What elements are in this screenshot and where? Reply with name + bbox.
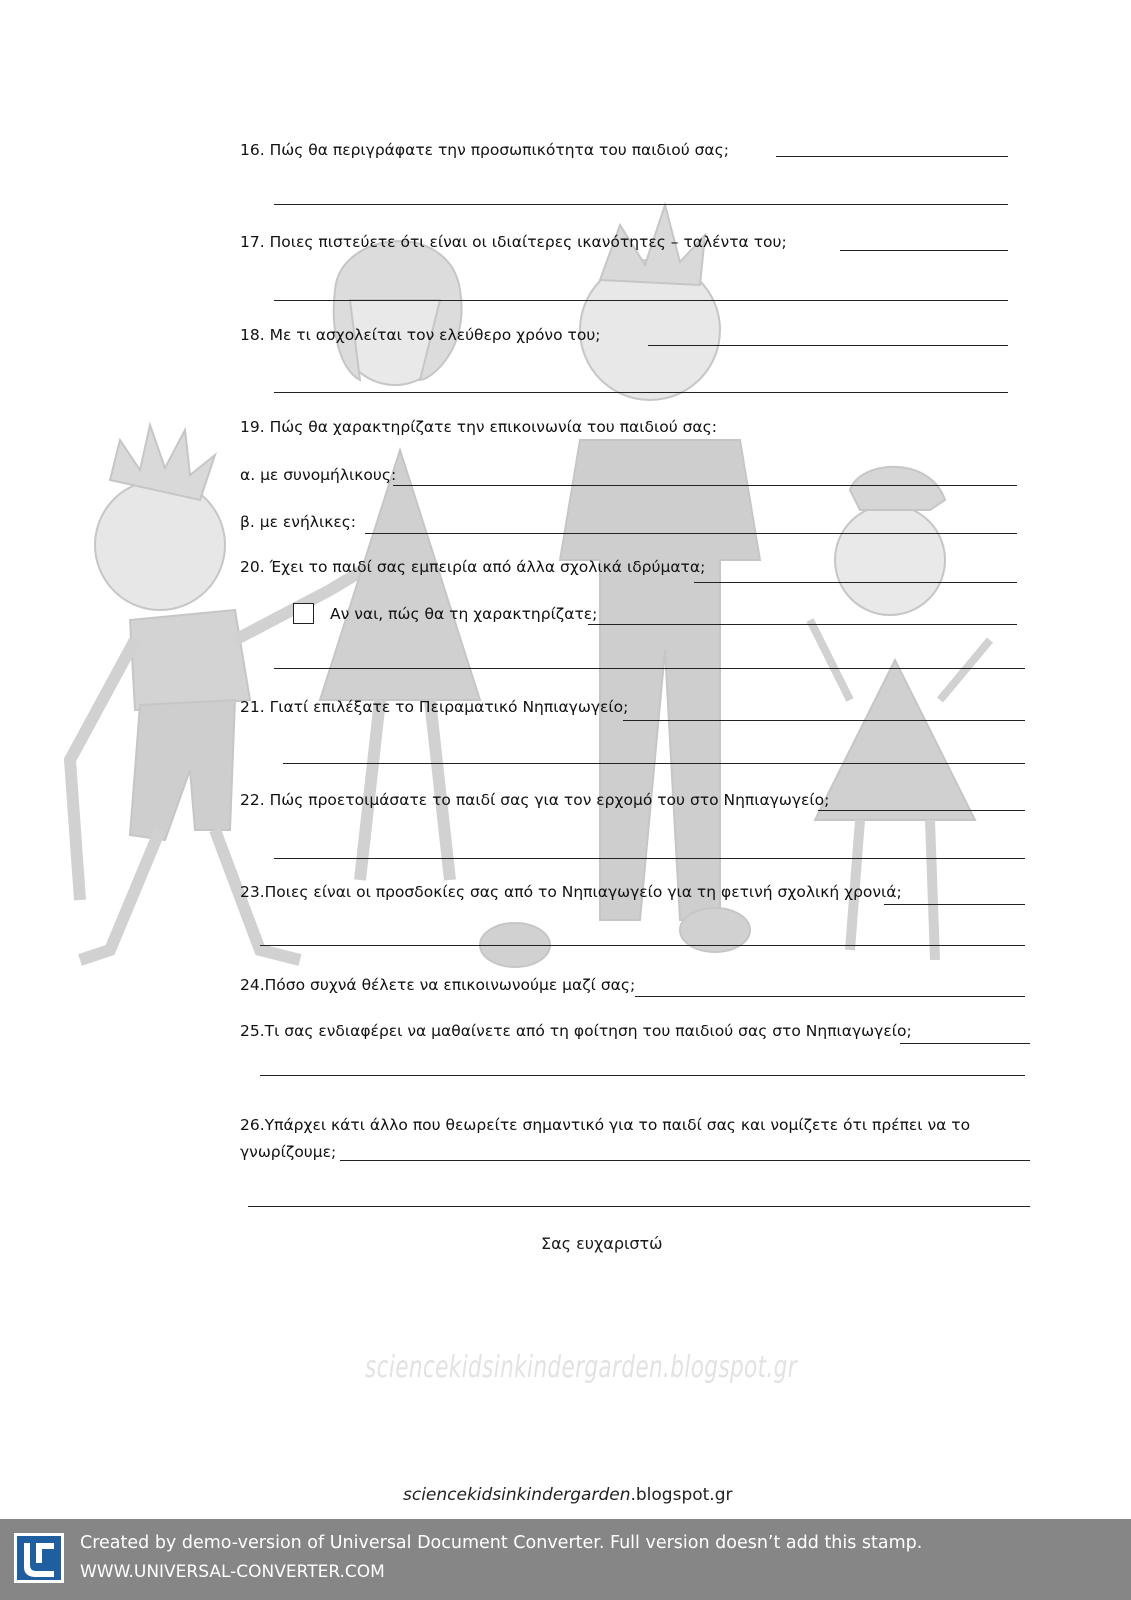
answer-line-21b[interactable] <box>283 763 1025 764</box>
question-19a: α. με συνομήλικους: <box>240 466 397 484</box>
answer-line-18b[interactable] <box>274 392 1008 393</box>
answer-line-25a[interactable] <box>900 1043 1030 1044</box>
question-20-sub: Αν ναι, πώς θα τη χαρακτηρίζατε; <box>330 605 598 623</box>
blog-watermark: sciencekidsinkindergarden.blogspot.gr <box>365 1350 797 1385</box>
answer-line-18a[interactable] <box>648 345 1008 346</box>
stamp-website-link[interactable]: WWW.UNIVERSAL-CONVERTER.COM <box>80 1562 385 1582</box>
answer-line-22a[interactable] <box>818 810 1025 811</box>
answer-line-17a[interactable] <box>840 250 1008 251</box>
question-26-cont: γνωρίζουμε; <box>240 1143 337 1161</box>
question-17: 17. Ποιες πιστεύετε ότι είναι οι ιδιαίτερες ικανότητες – ταλέντα του; <box>240 233 787 251</box>
universal-converter-logo-icon <box>14 1533 64 1583</box>
question-25: 25.Τι σας ενδιαφέρει να μαθαίνετε από τη φοίτηση του παιδιού σας στο Νηπιαγωγείο; <box>240 1022 912 1040</box>
question-22: 22. Πώς προετοιμάσατε το παιδί σας για τον ερχομό του στο Νηπιαγωγείο; <box>240 791 830 809</box>
answer-line-22b[interactable] <box>274 858 1025 859</box>
footer-blog-domain: .blogspot.gr <box>630 1485 733 1505</box>
answer-line-26a[interactable] <box>340 1160 1030 1161</box>
question-24: 24.Πόσο συχνά θέλετε να επικοινωνούμε μαζί σας; <box>240 976 636 994</box>
answer-line-17b[interactable] <box>274 300 1008 301</box>
question-23: 23.Ποιες είναι οι προσδοκίες σας από το Νηπιαγωγείο για τη φετινή σχολική χρονιά; <box>240 883 902 901</box>
answer-line-21a[interactable] <box>623 720 1025 721</box>
answer-line-20a[interactable] <box>694 582 1017 583</box>
answer-line-19b[interactable] <box>365 533 1017 534</box>
answer-line-16b[interactable] <box>274 204 1008 205</box>
answer-line-20c[interactable] <box>274 668 1025 669</box>
footer-blog-link[interactable] <box>403 1485 733 1505</box>
answer-line-16a[interactable] <box>776 156 1008 157</box>
answer-line-24[interactable] <box>635 996 1025 997</box>
question-26: 26.Υπάρχει κάτι άλλο που θεωρείτε σημαντικό για το παιδί σας και νομίζετε ότι πρέπει να το <box>240 1116 971 1134</box>
stamp-message: Created by demo-version of Universal Document Converter. Full version doesn’t add this stamp. <box>80 1533 923 1553</box>
closing-thanks: Σας ευχαριστώ <box>541 1234 663 1253</box>
question-16: 16. Πώς θα περιγράφατε την προσωπικότητα του παιδιού σας; <box>240 141 729 159</box>
answer-line-19a[interactable] <box>393 485 1017 486</box>
yes-checkbox[interactable] <box>293 603 314 624</box>
answer-line-26b[interactable] <box>248 1206 1030 1207</box>
question-19b: β. με ενήλικες: <box>240 513 357 531</box>
footer-blog-name: sciencekidsinkindergarden <box>403 1485 631 1505</box>
question-20: 20. Έχει το παιδί σας εμπειρία από άλλα σχολικά ιδρύματα; <box>240 558 706 576</box>
answer-line-20b[interactable] <box>588 624 1017 625</box>
question-21: 21. Γιατί επιλέξατε το Πειραματικό Νηπιαγωγείο; <box>240 698 629 716</box>
answer-line-23a[interactable] <box>884 904 1025 905</box>
question-19: 19. Πώς θα χαρακτηρίζατε την επικοινωνία του παιδιού σας: <box>240 418 717 436</box>
answer-line-25b[interactable] <box>260 1075 1025 1076</box>
question-18: 18. Με τι ασχολείται τον ελεύθερο χρόνο του; <box>240 326 601 344</box>
answer-line-23b[interactable] <box>260 945 1025 946</box>
converter-stamp-banner <box>0 1519 1131 1600</box>
